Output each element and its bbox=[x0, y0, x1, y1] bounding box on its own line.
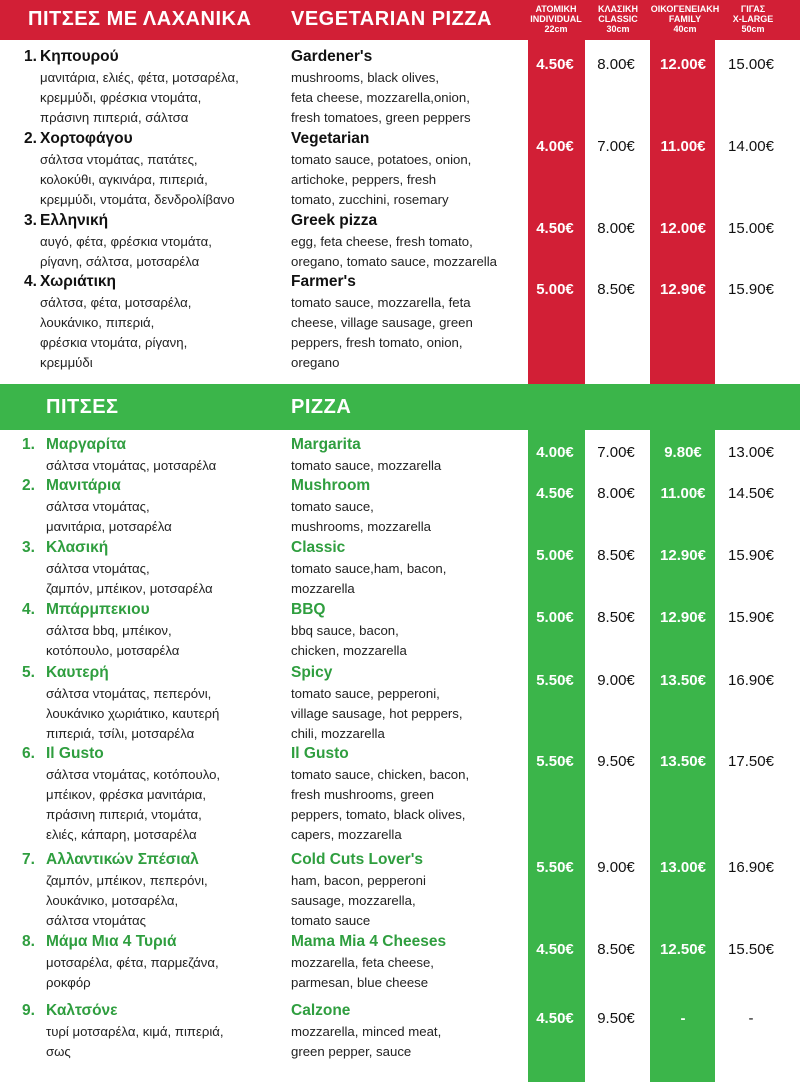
size-label-english: FAMILY bbox=[668, 14, 702, 24]
item-description-english: tomato sauce, mozzarella bbox=[291, 458, 442, 473]
item-price: 4.50€ bbox=[536, 1010, 574, 1027]
item-price: 5.00€ bbox=[536, 609, 574, 626]
item-price: 13.50€ bbox=[660, 672, 706, 689]
item-number: 1. bbox=[24, 48, 37, 65]
item-price: 12.90€ bbox=[660, 609, 706, 626]
item-description-english: egg, feta cheese, fresh tomato, oregano, tomato sauce, mozzarella bbox=[291, 234, 497, 269]
item-name-greek: Αλλαντικών Σπέσιαλ bbox=[46, 851, 199, 868]
item-price: 12.90€ bbox=[660, 547, 706, 564]
item-number: 5. bbox=[22, 664, 35, 681]
item-description-english: bbq sauce, bacon, chicken, mozzarella bbox=[291, 623, 407, 658]
item-name-english: Classic bbox=[291, 539, 346, 556]
item-name-greek: Μάμα Μια 4 Τυριά bbox=[46, 933, 177, 950]
item-description-greek: σάλτσα ντομάτας, μοτσαρέλα bbox=[46, 458, 217, 473]
item-price: 4.00€ bbox=[536, 138, 574, 155]
item-price: 7.00€ bbox=[597, 138, 635, 155]
size-label-english: X-LARGE bbox=[732, 14, 774, 24]
item-number: 2. bbox=[22, 477, 35, 494]
item-description-greek: σάλτσα, φέτα, μοτσαρέλα, λουκάνικο, πιπεριά, φρέσκια ντομάτα, ρίγανη, κρεμμύδι bbox=[40, 295, 192, 370]
item-description-english: tomato sauce, pepperoni, village sausage, hot peppers, chili, mozzarella bbox=[291, 686, 463, 741]
item-description-greek: αυγό, φέτα, φρέσκια ντομάτα, ρίγανη, σάλτσα, μοτσαρέλα bbox=[40, 234, 212, 269]
item-price: 12.00€ bbox=[660, 56, 706, 73]
item-description-greek: μανιτάρια, ελιές, φέτα, μοτσαρέλα, κρεμμύδι, φρέσκια ντομάτα, πράσινη πιπεριά, σάλτσα bbox=[40, 70, 239, 125]
item-price: 4.50€ bbox=[536, 220, 574, 237]
item-number: 3. bbox=[22, 539, 35, 556]
item-name-greek: Ελληνική bbox=[40, 212, 109, 229]
size-label-cm: 22cm bbox=[544, 24, 568, 34]
item-description-english: ham, bacon, pepperoni sausage, mozzarella, tomato sauce bbox=[291, 873, 426, 928]
item-description-english: tomato sauce,ham, bacon, mozzarella bbox=[291, 561, 447, 596]
item-name-english: Spicy bbox=[291, 664, 333, 681]
item-name-english: Calzone bbox=[291, 1002, 351, 1019]
item-description-english: tomato sauce, potatoes, onion, artichoke, peppers, fresh tomato, zucchini, rosemary bbox=[291, 152, 472, 207]
item-name-greek: Καυτερή bbox=[46, 664, 109, 681]
size-header-family bbox=[648, 4, 722, 34]
item-price: 9.80€ bbox=[664, 444, 702, 461]
item-name-english: Gardener's bbox=[291, 48, 373, 65]
family-price-column-red bbox=[650, 40, 715, 384]
item-price: 4.50€ bbox=[536, 56, 574, 73]
size-label-cm: 50cm bbox=[741, 24, 765, 34]
item-name-greek: Μπάρμπεκιου bbox=[46, 601, 150, 618]
item-price: 16.90€ bbox=[728, 859, 774, 876]
item-number: 9. bbox=[22, 1002, 35, 1019]
pizza-title-english: PIZZA bbox=[291, 396, 352, 418]
individual-price-column-red bbox=[528, 40, 585, 384]
item-price: 17.50€ bbox=[728, 753, 774, 770]
item-price: 4.50€ bbox=[536, 485, 574, 502]
item-name-english: Greek pizza bbox=[291, 212, 378, 229]
item-price: 5.00€ bbox=[536, 281, 574, 298]
item-price: 4.50€ bbox=[536, 941, 574, 958]
item-number: 3. bbox=[24, 212, 37, 229]
size-header-individual bbox=[521, 4, 591, 34]
item-price: 13.50€ bbox=[660, 753, 706, 770]
item-price: 16.90€ bbox=[728, 672, 774, 689]
item-name-english: Farmer's bbox=[291, 273, 356, 290]
size-label-english: INDIVIDUAL bbox=[530, 14, 582, 24]
size-label-greek: ΚΛΑΣΙΚΗ bbox=[598, 4, 638, 14]
item-description-english: mozzarella, minced meat, green pepper, sauce bbox=[291, 1024, 442, 1059]
size-label-english: CLASSIC bbox=[598, 14, 638, 24]
item-description-greek: σάλτσα ντομάτας, μανιτάρια, μοτσαρέλα bbox=[46, 499, 172, 534]
item-description-greek: σάλτσα bbq, μπέικον, κοτόπουλο, μοτσαρέλα bbox=[46, 623, 180, 658]
vegetarian-title-english: VEGETARIAN PIZZA bbox=[291, 8, 492, 30]
item-name-english: Vegetarian bbox=[291, 130, 370, 147]
size-header-xlarge bbox=[718, 4, 788, 34]
size-label-cm: 40cm bbox=[673, 24, 697, 34]
size-label-cm: 30cm bbox=[606, 24, 630, 34]
item-price: 15.90€ bbox=[728, 281, 774, 298]
item-price: 5.50€ bbox=[536, 859, 574, 876]
item-price: 8.00€ bbox=[597, 485, 635, 502]
item-price: 15.90€ bbox=[728, 547, 774, 564]
size-label-greek: ΓΙΓΑΣ bbox=[740, 4, 766, 14]
item-description-english: tomato sauce, chicken, bacon, fresh mushrooms, green peppers, tomato, black olives, capers, mozzarella bbox=[291, 767, 470, 842]
item-price: 15.90€ bbox=[728, 609, 774, 626]
item-price: 8.50€ bbox=[597, 941, 635, 958]
item-description-greek: σάλτσα ντομάτας, πατάτες, κολοκύθι, αγκινάρα, πιπεριά, κρεμμύδι, ντομάτα, δενδρολίβανο bbox=[40, 152, 235, 207]
item-price: - bbox=[680, 1010, 686, 1027]
item-name-greek: Καλτσόνε bbox=[46, 1002, 118, 1019]
item-number: 2. bbox=[24, 130, 37, 147]
item-name-english: Margarita bbox=[291, 436, 361, 453]
item-name-greek: Μανιτάρια bbox=[46, 477, 121, 494]
item-price: 4.00€ bbox=[536, 444, 574, 461]
item-price: 11.00€ bbox=[660, 485, 706, 502]
item-description-english: mushrooms, black olives, feta cheese, mozzarella,onion, fresh tomatoes, green peppers bbox=[291, 70, 471, 125]
item-name-greek: Μαργαρίτα bbox=[46, 436, 127, 453]
item-name-greek: Χωριάτικη bbox=[40, 273, 116, 290]
item-description-greek: τυρί μοτσαρέλα, κιμά, πιπεριά, σως bbox=[46, 1024, 224, 1059]
item-number: 1. bbox=[22, 436, 35, 453]
item-price: 12.90€ bbox=[660, 281, 706, 298]
item-number: 7. bbox=[22, 851, 35, 868]
item-price: 9.50€ bbox=[597, 1010, 635, 1027]
item-price: 8.00€ bbox=[597, 56, 635, 73]
item-number: 6. bbox=[22, 745, 35, 762]
item-price: 15.00€ bbox=[728, 56, 774, 73]
item-price: 13.00€ bbox=[660, 859, 706, 876]
pizza-header-band bbox=[0, 384, 800, 430]
item-name-english: Cold Cuts Lover's bbox=[291, 851, 424, 868]
item-description-greek: σάλτσα ντομάτας, κοτόπουλο, μπέικον, φρέσκα μανιτάρια, πράσινη πιπεριά, ντομάτα, ελιές, κάπαρη, μοτσαρέλα bbox=[46, 767, 221, 842]
item-price: 8.50€ bbox=[597, 609, 635, 626]
item-price: 12.50€ bbox=[660, 941, 706, 958]
item-price: 8.50€ bbox=[597, 281, 635, 298]
item-name-english: Il Gusto bbox=[291, 745, 349, 762]
item-name-greek: Κηπουρού bbox=[40, 48, 119, 65]
item-description-english: mozzarella, feta cheese, parmesan, blue cheese bbox=[291, 955, 434, 990]
item-price: 5.00€ bbox=[536, 547, 574, 564]
item-number: 4. bbox=[24, 273, 37, 290]
pizza-title-greek: ΠΙΤΣΕΣ bbox=[46, 396, 119, 418]
item-price: 15.50€ bbox=[728, 941, 774, 958]
item-name-greek: Il Gusto bbox=[46, 745, 104, 762]
item-price: 9.00€ bbox=[597, 859, 635, 876]
item-price: 7.00€ bbox=[597, 444, 635, 461]
item-name-english: BBQ bbox=[291, 601, 326, 618]
size-label-greek: ΟΙΚΟΓΕΝΕΙΑΚΗ bbox=[650, 4, 720, 14]
item-price: 8.50€ bbox=[597, 547, 635, 564]
item-description-greek: μοτσαρέλα, φέτα, παρμεζάνα, ροκφόρ bbox=[46, 955, 219, 990]
vegetarian-title-greek: ΠΙΤΣΕΣ ΜΕ ΛΑΧΑΝΙΚΑ bbox=[28, 8, 252, 30]
item-price: 15.00€ bbox=[728, 220, 774, 237]
size-label-greek: ΑΤΟΜΙΚΗ bbox=[535, 4, 577, 14]
item-description-greek: σάλτσα ντομάτας, πεπερόνι, λουκάνικο χωριάτικο, καυτερή πιπεριά, τσίλι, μοτσαρέλα bbox=[46, 686, 220, 741]
item-description-greek: σάλτσα ντομάτας, ζαμπόν, μπέικον, μοτσαρέλα bbox=[46, 561, 213, 596]
item-price: 8.00€ bbox=[597, 220, 635, 237]
item-description-english: tomato sauce, mushrooms, mozzarella bbox=[291, 499, 431, 534]
item-price: 5.50€ bbox=[536, 672, 574, 689]
item-name-english: Mama Mia 4 Cheeses bbox=[291, 933, 447, 950]
size-header-classic bbox=[583, 4, 653, 34]
item-description-english: tomato sauce, mozzarella, feta cheese, village sausage, green peppers, fresh tomato, onion, oregano bbox=[291, 295, 473, 370]
item-price: 14.50€ bbox=[728, 485, 774, 502]
item-name-greek: Κλασική bbox=[46, 539, 109, 556]
item-price: 14.00€ bbox=[728, 138, 774, 155]
item-price: 13.00€ bbox=[728, 444, 774, 461]
item-description-greek: ζαμπόν, μπέικον, πεπερόνι, λουκάνικο, μοτσαρέλα, σάλτσα ντομάτας bbox=[46, 873, 208, 928]
item-number: 4. bbox=[22, 601, 35, 618]
item-price: 9.50€ bbox=[597, 753, 635, 770]
item-price: - bbox=[748, 1010, 754, 1027]
item-price: 9.00€ bbox=[597, 672, 635, 689]
item-name-greek: Χορτοφάγου bbox=[40, 130, 133, 147]
item-name-english: Mushroom bbox=[291, 477, 371, 494]
item-number: 8. bbox=[22, 933, 35, 950]
item-price: 11.00€ bbox=[660, 138, 706, 155]
item-price: 12.00€ bbox=[660, 220, 706, 237]
item-price: 5.50€ bbox=[536, 753, 574, 770]
